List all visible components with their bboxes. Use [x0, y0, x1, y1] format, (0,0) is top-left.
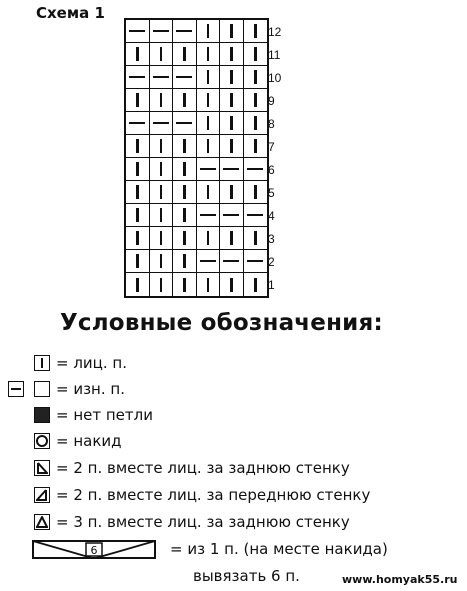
chart-cell-knit	[197, 20, 221, 43]
chart-cell-purl	[220, 158, 244, 181]
knit-bar-icon	[160, 93, 163, 107]
knit-bar-icon	[183, 185, 186, 199]
knit-bar-icon	[254, 47, 257, 61]
knit-bar-icon	[207, 24, 210, 38]
chart-cell-purl	[150, 20, 174, 43]
row-number: 5	[268, 186, 275, 200]
scheme-title: Схема 1	[36, 4, 105, 22]
chart-cell-knit	[126, 43, 150, 66]
chart-cell-purl	[126, 20, 150, 43]
legend-item-no-stitch	[0, 406, 467, 428]
knit-bar-icon	[207, 116, 210, 130]
chart-cell-knit	[197, 112, 221, 135]
chart-cell-knit	[126, 273, 150, 296]
knit-bar-icon	[183, 47, 186, 61]
knit-bar-icon	[207, 278, 210, 292]
empty-box-symbol-icon	[34, 381, 50, 397]
knitting-chart-grid	[124, 18, 269, 298]
knit-bar-icon	[160, 185, 163, 199]
chart-cell-knit	[197, 43, 221, 66]
chart-cell-knit	[197, 181, 221, 204]
chart-cell-knit	[150, 227, 174, 250]
knit-bar-icon	[207, 47, 210, 61]
filled-square-icon	[34, 407, 50, 423]
knit-bar-icon	[183, 93, 186, 107]
chart-cell-knit	[220, 135, 244, 158]
chart-cell-knit	[220, 20, 244, 43]
knit-bar-icon	[183, 254, 186, 268]
purl-dash-icon	[247, 260, 263, 263]
row-number: 8	[268, 117, 275, 131]
knit-bar-icon	[183, 139, 186, 153]
knit-bar-icon	[230, 93, 233, 107]
knit-bar-icon	[136, 47, 139, 61]
chart-cell-knit	[220, 43, 244, 66]
row-number: 9	[268, 94, 275, 108]
knit-bar-icon	[230, 231, 233, 245]
chart-cell-knit	[173, 43, 197, 66]
purl-dash-icon	[200, 214, 216, 217]
chart-cell-purl	[173, 66, 197, 89]
chart-cell-knit	[150, 43, 174, 66]
knit-bar-icon	[230, 278, 233, 292]
knit-bar-icon	[136, 162, 139, 176]
chart-cell-knit	[126, 89, 150, 112]
chart-cell-purl	[126, 66, 150, 89]
legend-text: = из 1 п. (на месте накида)	[170, 540, 388, 558]
chart-cell-knit	[173, 158, 197, 181]
knit-bar-icon	[207, 185, 210, 199]
chart-cell-purl	[150, 112, 174, 135]
knit-bar-icon	[183, 162, 186, 176]
chart-cell-knit	[244, 181, 268, 204]
knit-bar-icon	[207, 93, 210, 107]
knit-bar-icon	[230, 139, 233, 153]
row-number: 10	[268, 71, 282, 85]
row-number: 11	[268, 48, 281, 62]
knit-symbol-icon	[34, 355, 50, 371]
chart-cell-knit	[220, 112, 244, 135]
chart-cell-knit	[220, 227, 244, 250]
purl-dash-icon	[153, 76, 169, 79]
legend-text: = 2 п. вместе лиц. за заднюю стенку	[56, 459, 350, 477]
chart-cell-knit	[126, 135, 150, 158]
chart-cell-purl	[197, 250, 221, 273]
chart-cell-purl	[220, 250, 244, 273]
knit-bar-icon	[230, 185, 233, 199]
knit-bar-icon	[254, 70, 257, 84]
chart-cell-knit	[150, 250, 174, 273]
chart-cell-knit	[197, 66, 221, 89]
chart-cell-knit	[244, 273, 268, 296]
chart-cell-knit	[244, 227, 268, 250]
purl-dash-symbol-icon	[8, 381, 24, 397]
legend-item-k2tog-front	[0, 486, 467, 508]
knit-bar-icon	[136, 93, 139, 107]
legend-text: = лиц. п.	[56, 354, 127, 372]
knit-bar-icon	[160, 208, 163, 222]
chart-cell-knit	[197, 135, 221, 158]
knit-bar-icon	[183, 231, 186, 245]
knit-bar-icon	[136, 278, 139, 292]
legend-text: = 2 п. вместе лиц. за переднюю стенку	[56, 486, 371, 504]
chart-cell-knit	[197, 227, 221, 250]
chart-cell-knit	[126, 181, 150, 204]
chart-cell-knit	[173, 181, 197, 204]
purl-dash-icon	[247, 214, 263, 217]
knit-bar-icon	[207, 231, 210, 245]
purl-dash-icon	[200, 168, 216, 171]
knit-bar-icon	[160, 47, 163, 61]
knit-bar-icon	[136, 231, 139, 245]
purl-dash-icon	[153, 122, 169, 125]
purl-dash-icon	[153, 30, 169, 33]
chart-cell-knit	[150, 181, 174, 204]
chart-cell-purl	[244, 204, 268, 227]
legend-item-purl	[0, 380, 467, 402]
row-number: 1	[268, 278, 275, 292]
chart-cell-knit	[220, 89, 244, 112]
purl-dash-icon	[176, 122, 192, 125]
knit-bar-icon	[183, 208, 186, 222]
knit-bar-icon	[160, 231, 163, 245]
row-number: 7	[268, 140, 275, 154]
chart-cell-knit	[244, 66, 268, 89]
chart-cell-knit	[197, 89, 221, 112]
fan-count: 6	[90, 544, 98, 557]
slant-left-symbol-icon	[34, 460, 50, 476]
purl-dash-icon	[129, 76, 145, 79]
knit-bar-icon	[254, 24, 257, 38]
chart-cell-knit	[173, 89, 197, 112]
chart-cell-knit	[244, 112, 268, 135]
legend-text-continued: вывязать 6 п.	[193, 567, 300, 585]
legend-text: = 3 п. вместе лиц. за заднюю стенку	[56, 513, 350, 531]
knit-bar-icon	[160, 162, 163, 176]
chart-cell-knit	[220, 181, 244, 204]
knit-bar-icon	[160, 278, 163, 292]
knit-bar-icon	[136, 139, 139, 153]
chart-cell-purl	[197, 204, 221, 227]
chart-cell-knit	[126, 250, 150, 273]
legend-item-yarn-over	[0, 432, 467, 454]
knit-bar-icon	[136, 185, 139, 199]
purl-dash-icon	[129, 122, 145, 125]
purl-dash-icon	[129, 30, 145, 33]
chart-cell-knit	[220, 273, 244, 296]
legend-text: = накид	[56, 432, 122, 450]
chart-cell-knit	[244, 135, 268, 158]
legend-text: = нет петли	[56, 406, 153, 424]
knit-bar-icon	[160, 139, 163, 153]
chart-cell-knit	[244, 89, 268, 112]
purl-dash-icon	[200, 260, 216, 263]
knit-bar-icon	[183, 278, 186, 292]
chart-cell-purl	[197, 158, 221, 181]
row-number: 6	[268, 163, 275, 177]
purl-dash-icon	[176, 76, 192, 79]
row-number: 3	[268, 232, 275, 246]
knit-bar-icon	[230, 47, 233, 61]
chart-cell-knit	[150, 273, 174, 296]
chart-cell-purl	[220, 204, 244, 227]
legend-item-knit	[0, 354, 467, 376]
knit-bar-icon	[230, 116, 233, 130]
chart-cell-purl	[173, 20, 197, 43]
legend-item-k2tog-back	[0, 459, 467, 481]
slant-right-symbol-icon	[34, 487, 50, 503]
chart-cell-purl	[244, 158, 268, 181]
chart-cell-knit	[126, 227, 150, 250]
chart-cell-purl	[244, 250, 268, 273]
knit-bar-icon	[254, 93, 257, 107]
row-number: 4	[268, 209, 275, 223]
purl-dash-icon	[223, 168, 239, 171]
row-number: 2	[268, 255, 275, 269]
purl-dash-icon	[223, 260, 239, 263]
watermark: www.homyak55.ru	[342, 573, 458, 586]
chart-cell-knit	[197, 273, 221, 296]
chart-cell-knit	[173, 227, 197, 250]
fan-symbol-icon	[32, 540, 156, 560]
chart-cell-knit	[173, 135, 197, 158]
chart-cell-knit	[150, 158, 174, 181]
chart-cell-knit	[150, 204, 174, 227]
chart-cell-knit	[150, 89, 174, 112]
triangle-symbol-icon	[34, 514, 50, 530]
legend-heading: Условные обозначения:	[60, 310, 383, 336]
legend-text: = изн. п.	[56, 380, 125, 398]
knit-bar-icon	[160, 254, 163, 268]
chart-cell-knit	[220, 66, 244, 89]
purl-dash-icon	[247, 168, 263, 171]
knit-bar-icon	[207, 70, 210, 84]
chart-cell-knit	[150, 135, 174, 158]
knit-bar-icon	[230, 70, 233, 84]
chart-cell-knit	[244, 43, 268, 66]
chart-cell-knit	[173, 273, 197, 296]
purl-dash-icon	[176, 30, 192, 33]
knit-bar-icon	[254, 116, 257, 130]
chart-cell-knit	[126, 158, 150, 181]
legend-item-k3tog-back	[0, 513, 467, 535]
knit-bar-icon	[254, 278, 257, 292]
chart-cell-purl	[173, 112, 197, 135]
circle-symbol-icon	[34, 433, 50, 449]
knit-bar-icon	[254, 231, 257, 245]
chart-cell-purl	[150, 66, 174, 89]
knit-bar-icon	[254, 185, 257, 199]
chart-cell-knit	[173, 204, 197, 227]
knit-bar-icon	[136, 254, 139, 268]
chart-cell-purl	[126, 112, 150, 135]
knit-bar-icon	[207, 139, 210, 153]
knit-bar-icon	[136, 208, 139, 222]
chart-cell-knit	[126, 204, 150, 227]
purl-dash-icon	[223, 214, 239, 217]
chart-cell-knit	[244, 20, 268, 43]
knit-bar-icon	[254, 139, 257, 153]
row-number: 12	[268, 25, 282, 39]
chart-cell-knit	[173, 250, 197, 273]
knit-bar-icon	[230, 24, 233, 38]
